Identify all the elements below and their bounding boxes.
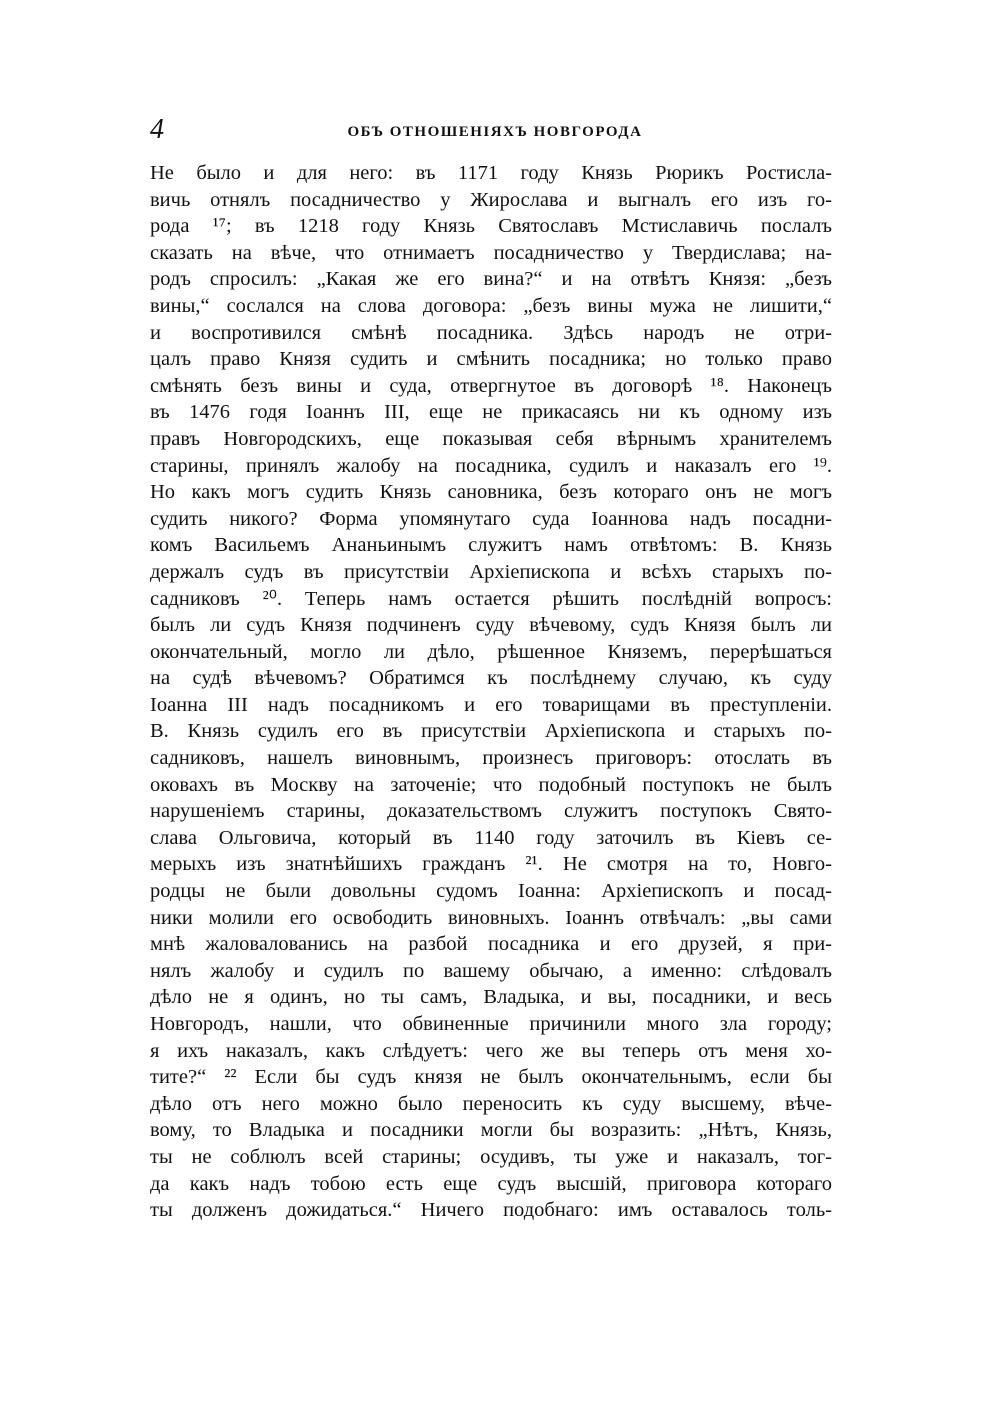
text-line: на судѣ вѣчевомъ? Обратимся къ послѣднему случаю, къ суду [150,667,832,690]
text-line: тите?“ ²² Если бы судъ князя не былъ окончательнымъ, если бы [150,1066,832,1089]
text-line: сказать на вѣче, что отнимаетъ посадничество у Твердислава; на- [150,241,832,264]
text-line: Но какъ могъ судить Князь сановника, безъ котораго онъ не могъ [150,481,832,504]
text-line: комъ Васильемъ Ананьинымъ служитъ намъ отвѣтомъ: В. Князь [150,534,832,557]
text-line: вины,“ сослался на слова договора: „безъ вины мужа не лишити,“ [150,294,832,317]
text-line: мерыхъ изъ знатнѣйшихъ гражданъ ²¹. Не смотря на то, Новго- [150,853,832,876]
text-line: вичь отнялъ посадничество у Жирослава и выгналъ его изъ го- [150,188,832,211]
text-line: оковахъ въ Москву на заточеніе; что подобный поступокъ не былъ [150,773,832,796]
page-header [150,112,840,152]
text-line: ты не соблюлъ всей старины; осудивъ, ты уже и наказалъ, тог- [150,1145,832,1168]
text-line: слава Ольговича, который въ 1140 году заточилъ въ Кіевъ се- [150,826,832,849]
running-title: ОБЪ ОТНОШЕНІЯХЪ НОВГОРОДА [347,124,643,140]
text-line: рода ¹⁷; въ 1218 году Князь Святославъ Мстиславичь послалъ [150,215,832,238]
page-number: 4 [150,114,164,145]
text-line: я ихъ наказалъ, какъ слѣдуетъ: чего же вы теперь отъ меня хо- [150,1039,832,1062]
text-line: и воспротивился смѣнѣ посадника. Здѣсь народъ не отри- [150,321,832,344]
text-line: былъ ли судъ Князя подчиненъ суду вѣчевому, судъ Князя былъ ли [150,614,832,637]
text-line: ники молили его освободить виновныхъ. Іоаннъ отвѣчалъ: „вы сами [150,906,832,929]
text-line: въ 1476 годя Іоаннъ III, еще не прикасаясь ни къ одному изъ [150,401,832,424]
text-line: родъ спросилъ: „Какая же его вина?“ и на отвѣтъ Князя: „безъ [150,268,832,291]
text-line: цалъ право Князя судить и смѣнить посадника; но только право [150,348,832,371]
body-text [150,160,832,1224]
text-line: нялъ жалобу и судилъ по вашему обычаю, а именно: слѣдовалъ [150,959,832,982]
text-line: старины, принялъ жалобу на посадника, судилъ и наказалъ его ¹⁹. [150,454,832,477]
text-line: Новгородъ, нашли, что обвиненные причинили много зла городу; [150,1013,832,1035]
text-line: мнѣ жаловалованись на разбой посадника и его друзей, я при- [150,933,832,956]
text-line: ты долженъ дожидаться.“ Ничего подобнаго: имъ оставалось толь- [150,1199,832,1222]
text-line: держалъ судъ въ присутствіи Архіепископа и всѣхъ старыхъ по- [150,560,832,583]
text-line: правъ Новгородскихъ, еще показывая себя вѣрнымъ хранителемъ [150,427,832,450]
text-line: садниковъ, нашелъ виновнымъ, произнесъ приговоръ: отослать въ [150,747,832,770]
text-line: дѣло отъ него можно было переносить къ суду высшему, вѣче- [150,1092,832,1115]
text-line: дѣло не я одинъ, но ты самъ, Владыка, и вы, посадники, и весь [150,986,832,1009]
text-line: вому, то Владыка и посадники могли бы возразить: „Нѣтъ, Князь, [150,1119,832,1142]
text-line: Не было и для него: въ 1171 году Князь Рюрикъ Ростисла- [150,162,832,184]
text-line: окончательный, могло ли дѣло, рѣшенное Княземъ, перерѣшаться [150,640,832,663]
text-line: нарушеніемъ старины, доказательствомъ служитъ поступокъ Свято- [150,800,832,823]
text-line: судить никого? Форма упомянутаго суда Іоаннова надъ посадни- [150,507,832,530]
text-line: В. Князь судилъ его въ присутствіи Архіепископа и старыхъ по- [150,720,832,743]
text-line: родцы не были довольны судомъ Іоанна: Архіепископъ и посад- [150,880,832,903]
text-line: смѣнять безъ вины и суда, отвергнутое въ договорѣ ¹⁸. Наконецъ [150,374,832,397]
text-line: да какъ надъ тобою есть еще судъ высшій, приговора котораго [150,1172,832,1195]
text-line: Іоанна III надъ посадникомъ и его товарищами въ преступленіи. [150,693,832,716]
text-line: садниковъ ²⁰. Теперь намъ остается рѣшить послѣдній вопросъ: [150,587,832,610]
